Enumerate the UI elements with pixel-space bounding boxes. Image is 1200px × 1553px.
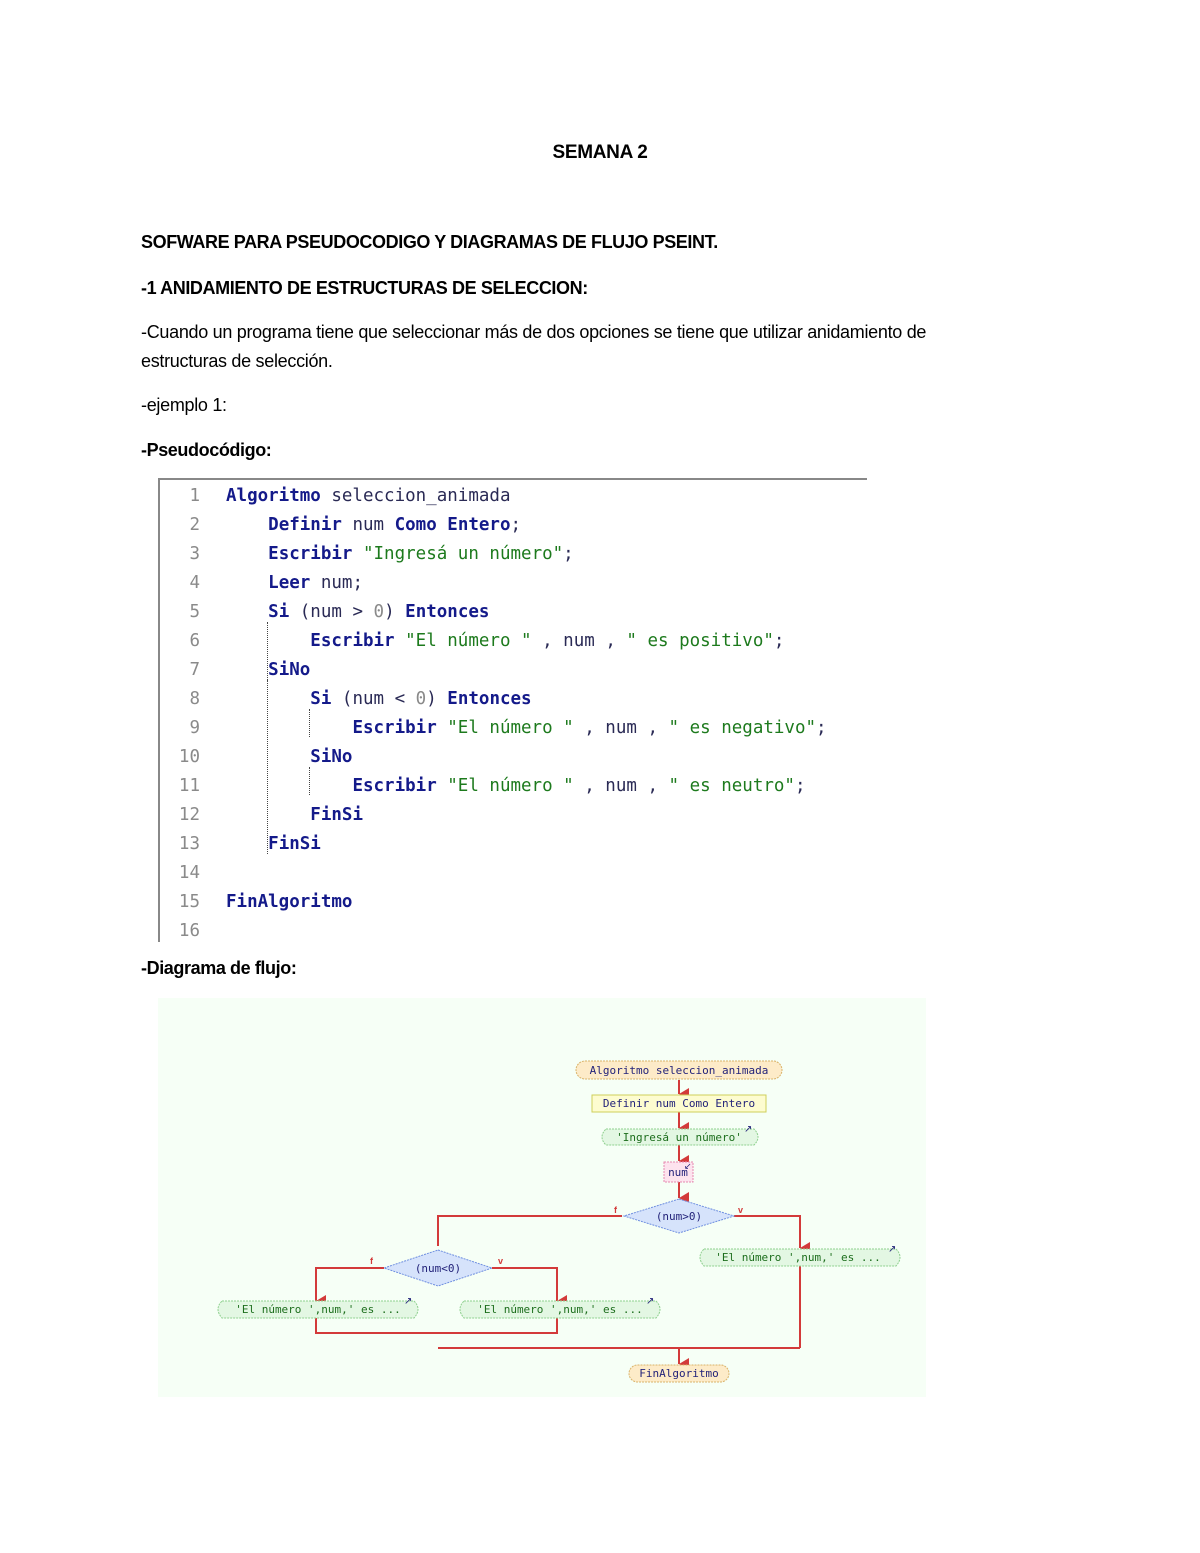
- code-token: Leer: [268, 573, 311, 593]
- code-token: , num ,: [573, 718, 669, 738]
- output-positive-text: 'El número ',num,' es ...: [715, 1251, 881, 1264]
- line-number: 8: [189, 689, 200, 709]
- code-token: ): [426, 689, 448, 709]
- code-line: [160, 511, 860, 540]
- code-token: Escribir: [352, 718, 437, 738]
- line-number: 9: [189, 718, 200, 738]
- line-number: 4: [189, 573, 200, 593]
- code-text: [226, 830, 321, 859]
- pseudocode-label: -Pseudocódigo:: [141, 440, 272, 460]
- document-title: SEMANA 2: [552, 142, 648, 163]
- code-token: ;: [510, 515, 522, 535]
- code-token: ;: [773, 631, 785, 651]
- line-number: 13: [178, 834, 200, 854]
- code-line: [160, 801, 860, 830]
- output-arrow-icon: ↗: [404, 1296, 413, 1307]
- paragraph-line-1: -Cuando un programa tiene que seleccionar más de dos opciones se tiene que utilizar anidamiento de: [141, 322, 927, 342]
- code-token: FinSi: [268, 834, 321, 854]
- flowchart-diagram: [158, 998, 926, 1397]
- flowchart-label: -Diagrama de flujo:: [141, 958, 297, 978]
- code-token: Entonces: [447, 689, 532, 709]
- decision-1-false-label: f: [614, 1205, 617, 1215]
- code-text: [226, 627, 784, 656]
- decision-1-true-label: v: [738, 1205, 744, 1215]
- line-number: 15: [178, 892, 200, 912]
- code-text: [226, 511, 521, 540]
- code-line: [160, 569, 860, 598]
- code-text: [226, 772, 806, 801]
- code-token: , num ,: [531, 631, 627, 651]
- paragraph: [141, 318, 1041, 376]
- code-token: Como Entero: [394, 515, 511, 535]
- output-prompt-text: 'Ingresá un número': [616, 1131, 742, 1144]
- code-text: [226, 714, 827, 743]
- code-token: Definir: [268, 515, 342, 535]
- code-token: ;: [563, 544, 574, 564]
- code-line: [160, 598, 860, 627]
- code-token: Si: [268, 602, 290, 622]
- code-token: num: [341, 515, 395, 535]
- code-token: ;: [352, 573, 364, 593]
- code-token: "El número ": [436, 776, 574, 796]
- decision-2-true-label: v: [498, 1256, 504, 1266]
- code-text: [226, 656, 310, 685]
- input-arrow-icon: ↙: [684, 1161, 692, 1171]
- code-line: [160, 714, 860, 743]
- code-token: " es neutro": [668, 776, 795, 796]
- code-text: [226, 685, 532, 714]
- output-arrow-icon: ↗: [888, 1244, 897, 1255]
- code-line: [160, 540, 860, 569]
- line-number: 12: [178, 805, 200, 825]
- start-text: Algoritmo seleccion_animada: [589, 1064, 769, 1077]
- code-token: Escribir: [352, 776, 437, 796]
- code-token: Escribir: [268, 544, 353, 564]
- code-token: seleccion_animada: [320, 486, 511, 506]
- code-token: ;: [816, 718, 827, 738]
- line-number: 14: [178, 863, 200, 883]
- line-number: 11: [178, 776, 200, 796]
- code-line: [160, 772, 860, 801]
- example-label: -ejemplo 1:: [141, 395, 227, 415]
- output-neutral-text: 'El número ',num,' es ...: [235, 1303, 401, 1316]
- line-number: 1: [189, 486, 200, 506]
- output-arrow-icon: ↗: [646, 1296, 655, 1307]
- code-token: SiNo: [310, 747, 353, 767]
- code-token: FinSi: [310, 805, 363, 825]
- heading-anidamiento: -1 ANIDAMIENTO DE ESTRUCTURAS DE SELECCION:: [141, 278, 588, 298]
- code-line: [160, 482, 860, 511]
- decision-2-text: (num<0): [414, 1262, 462, 1275]
- code-token: Escribir: [310, 631, 395, 651]
- code-token: 0: [415, 689, 427, 709]
- code-token: , num ,: [573, 776, 669, 796]
- code-token: "Ingresá un número": [352, 544, 564, 564]
- code-text: [226, 743, 352, 772]
- decision-1-text: (num>0): [655, 1210, 703, 1223]
- line-number: 3: [189, 544, 200, 564]
- code-token: "El número ": [436, 718, 574, 738]
- code-token: num: [310, 573, 353, 593]
- line-number: 5: [189, 602, 200, 622]
- input-text: num: [668, 1166, 688, 1179]
- code-token: ;: [794, 776, 806, 796]
- output-arrow-icon: ↗: [744, 1124, 753, 1135]
- line-number: 7: [189, 660, 200, 680]
- line-number: 6: [189, 631, 200, 651]
- flowchart-svg: [158, 998, 926, 1397]
- code-line: [160, 888, 860, 917]
- code-token: "El número ": [394, 631, 532, 651]
- line-number: 10: [178, 747, 200, 767]
- code-token: (num <: [331, 689, 416, 709]
- output-negative-text: 'El número ',num,' es ...: [477, 1303, 643, 1316]
- code-text: [226, 801, 363, 830]
- heading-software: SOFWARE PARA PSEUDOCODIGO Y DIAGRAMAS DE FLUJO PSEINT.: [141, 232, 718, 252]
- end-text: FinAlgoritmo: [639, 1367, 719, 1380]
- line-number: 2: [189, 515, 200, 535]
- code-text: [226, 888, 352, 917]
- code-line: [160, 917, 860, 946]
- pseudocode-editor: [158, 478, 867, 942]
- paragraph-line-2: estructuras de selección.: [141, 351, 333, 371]
- code-line: [160, 859, 860, 888]
- code-line: [160, 743, 860, 772]
- code-token: " es negativo": [668, 718, 817, 738]
- code-token: (num >: [289, 602, 374, 622]
- code-token: " es positivo": [626, 631, 774, 651]
- decision-2-false-label: f: [370, 1256, 373, 1266]
- code-line: [160, 656, 860, 685]
- code-text: [226, 569, 363, 598]
- code-token: ): [384, 602, 406, 622]
- code-line: [160, 830, 860, 859]
- code-line: [160, 685, 860, 714]
- code-token: SiNo: [268, 660, 311, 680]
- code-token: Algoritmo: [226, 486, 321, 506]
- code-token: Si: [310, 689, 332, 709]
- flow-arrows: [316, 1080, 800, 1364]
- code-token: FinAlgoritmo: [226, 892, 353, 912]
- line-number: 16: [178, 921, 200, 941]
- code-token: 0: [373, 602, 385, 622]
- code-line: [160, 627, 860, 656]
- define-text: Definir num Como Entero: [602, 1097, 756, 1110]
- code-token: Entonces: [405, 602, 490, 622]
- code-text: [226, 482, 510, 511]
- code-text: [226, 540, 574, 569]
- code-text: [226, 598, 489, 627]
